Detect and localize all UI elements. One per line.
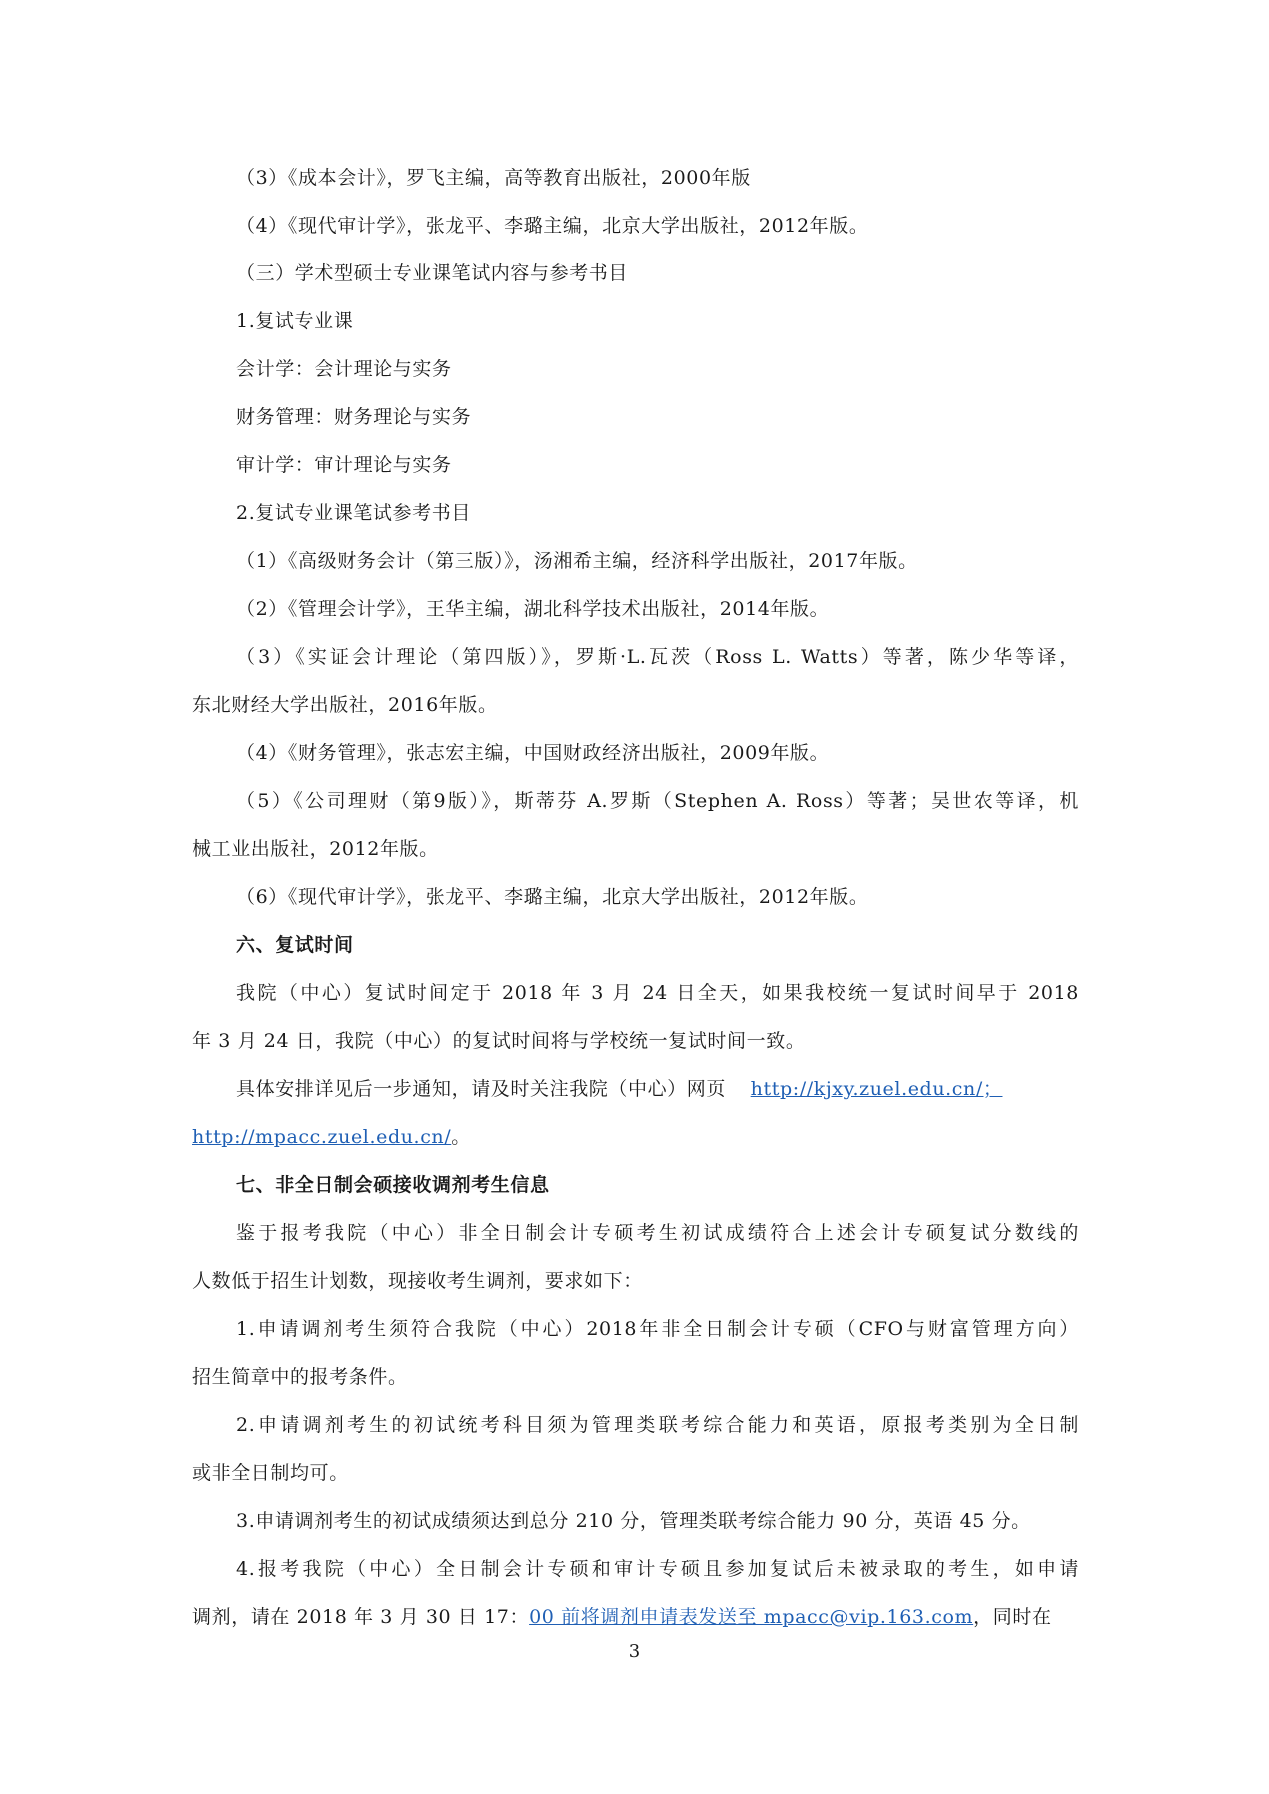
schedule-notice-line1 [236,1075,1002,1103]
reference-5-line2: 械工业出版社，2012年版。 [192,838,439,860]
subheading-references: 2.复试专业课笔试参考书目 [236,502,471,524]
subheading-courses: 1.复试专业课 [236,310,354,332]
mpacc-website-link[interactable]: http://mpacc.zuel.edu.cn/ [192,1126,452,1148]
ref-book-4: （4）《现代审计学》，张龙平、李璐主编，北京大学出版社，2012年版。 [236,215,869,237]
reference-5-line1: （5）《公司理财（第9版）》，斯蒂芬 A.罗斯（Stephen A. Ross）等著；吴世农等译，机 [236,790,1079,812]
page-number: 3 [628,1641,641,1662]
schedule-notice-end: 。 [451,1126,471,1148]
section-heading-academic: （三）学术型硕士专业课笔试内容与参考书目 [236,262,629,284]
reference-3-line2: 东北财经大学出版社，2016年版。 [192,694,498,716]
course-accounting: 会计学：会计理论与实务 [236,358,452,380]
adjustment-intro-line1: 鉴于报考我院（中心）非全日制会计专硕考生初试成绩符合上述会计专硕复试分数线的 [236,1222,1079,1244]
requirement-4-line2 [192,1603,1052,1631]
reference-2: （2）《管理会计学》，王华主编，湖北科学技术出版社，2014年版。 [236,598,830,620]
kjxy-website-link[interactable]: http://kjxy.zuel.edu.cn/； [750,1078,1003,1100]
requirement-4-line1: 4.报考我院（中心）全日制会计专硕和审计专硕且参加复试后未被录取的考生，如申请 [236,1558,1079,1580]
requirement-2-line2: 或非全日制均可。 [192,1462,349,1484]
requirement-1-line2: 招生简章中的报考条件。 [192,1366,408,1388]
mpacc-email-link[interactable]: 00 前将调剂申请表发送至 mpacc@vip.163.com [529,1606,974,1628]
schedule-para-line1: 我院（中心）复试时间定于 2018 年 3 月 24 日全天，如果我校统一复试时间早于 2018 [236,982,1079,1004]
reference-6: （6）《现代审计学》，张龙平、李璐主编，北京大学出版社，2012年版。 [236,886,869,908]
section-heading-adjustment: 七、非全日制会硕接收调剂考生信息 [236,1174,550,1196]
requirement-3: 3.申请调剂考生的初试成绩须达到总分 210 分，管理类联考综合能力 90 分，英语 45 分。 [236,1510,1031,1532]
schedule-notice-line2 [192,1123,471,1151]
requirement-4-text: 调剂，请在 2018 年 3 月 30 日 17： [192,1606,530,1628]
reference-4: （4）《财务管理》，张志宏主编，中国财政经济出版社，2009年版。 [236,742,830,764]
reference-1: （1）《高级财务会计（第三版）》，汤湘希主编，经济科学出版社，2017年版。 [236,550,918,572]
requirement-4-tail: ，同时在 [973,1606,1052,1628]
reference-3-line1: （3）《实证会计理论（第四版）》，罗斯·L.瓦茨（Ross L. Watts）等著，陈少华等译， [236,646,1079,668]
ref-book-3: （3）《成本会计》，罗飞主编，高等教育出版社，2000年版 [236,167,751,189]
schedule-para-line2: 年 3 月 24 日，我院（中心）的复试时间将与学校统一复试时间一致。 [192,1030,806,1052]
adjustment-intro-line2: 人数低于招生计划数，现接收考生调剂，要求如下： [192,1270,643,1292]
course-finance: 财务管理：财务理论与实务 [236,406,472,428]
course-audit: 审计学：审计理论与实务 [236,454,452,476]
requirement-2-line1: 2.申请调剂考生的初试统考科目须为管理类联考综合能力和英语，原报考类别为全日制 [236,1414,1079,1436]
section-heading-schedule: 六、复试时间 [236,934,354,956]
schedule-notice-text: 具体安排详见后一步通知，请及时关注我院（中心）网页 [236,1078,727,1100]
requirement-1-line1: 1.申请调剂考生须符合我院（中心）2018年非全日制会计专硕（CFO与财富管理方向） [236,1318,1079,1340]
